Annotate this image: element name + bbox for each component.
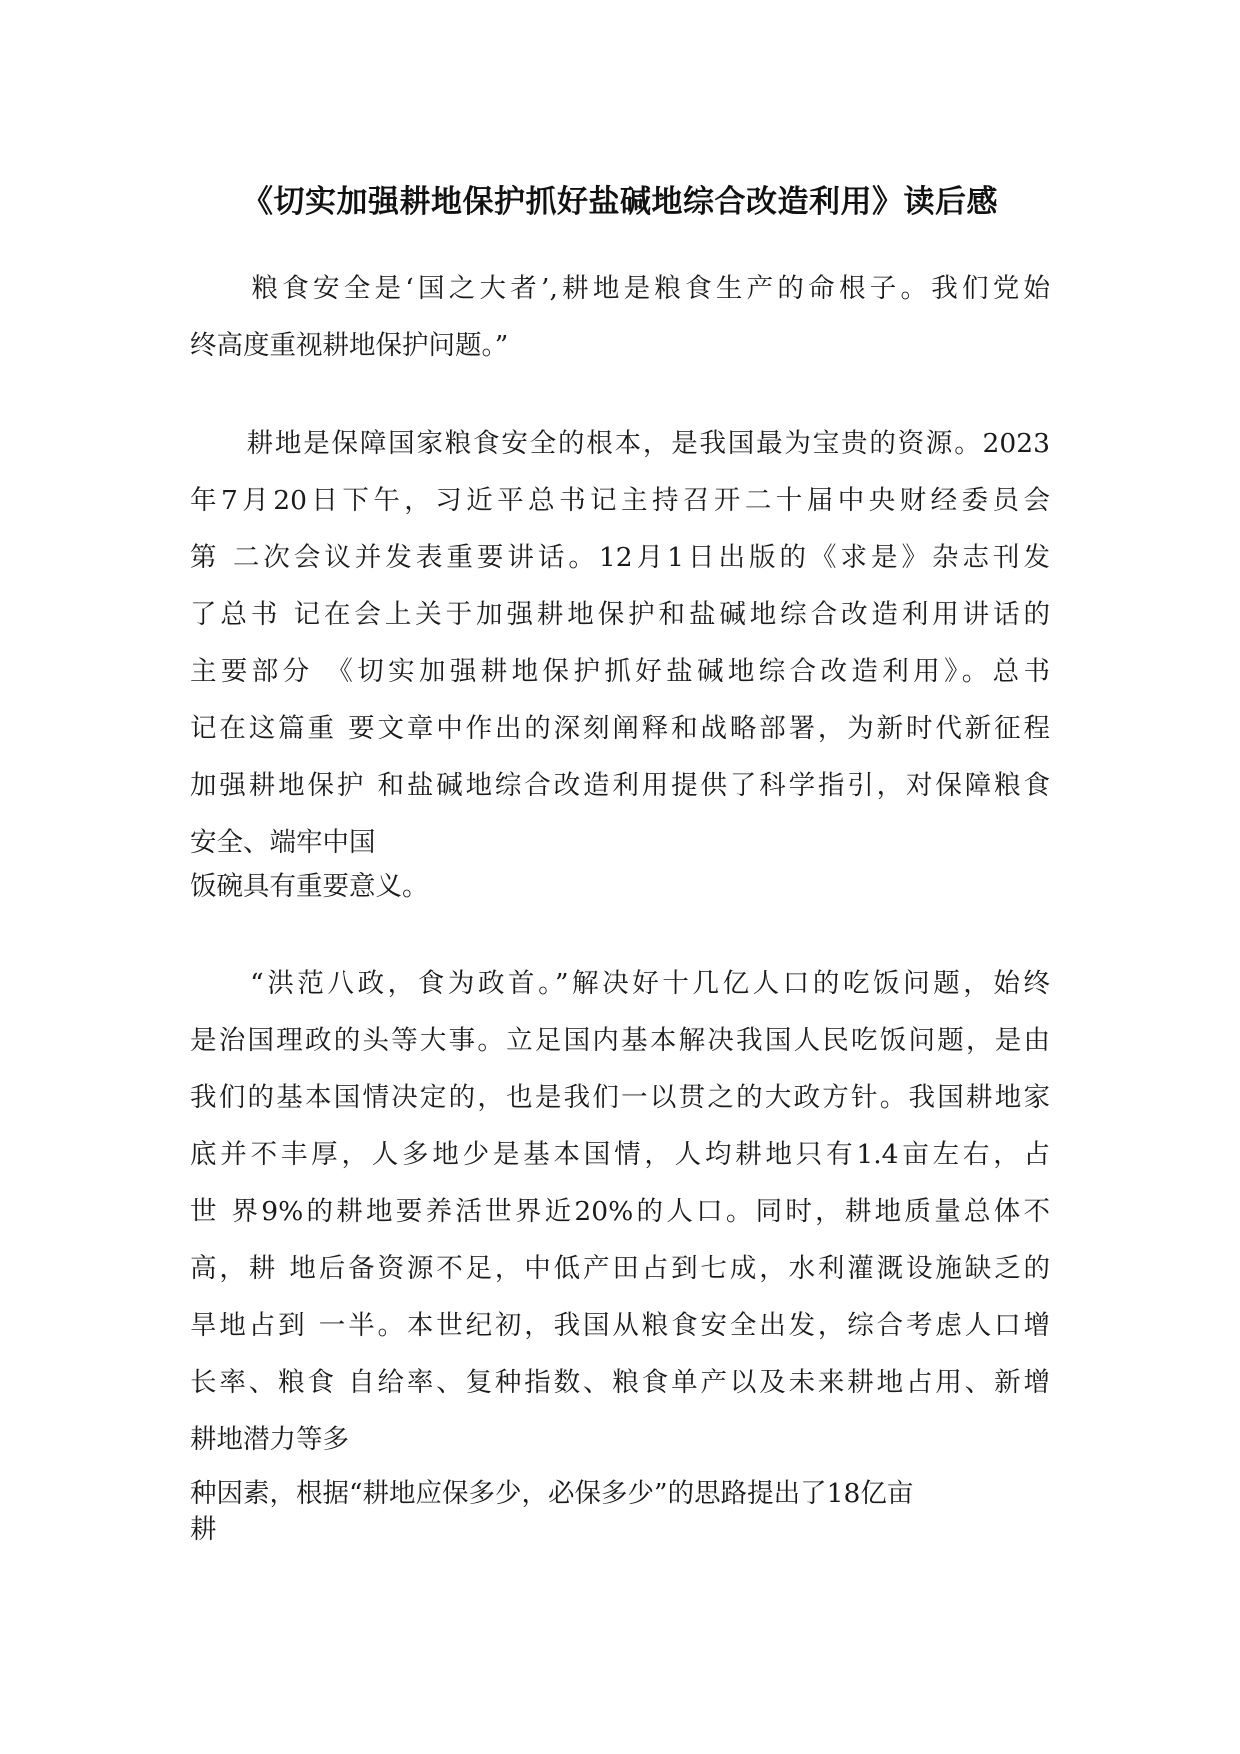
paragraph-line: 底并不丰厚，人多地少是基本国情，人均耕地只有1.4亩左右，占 (190, 1139, 1050, 1170)
paragraph-line: 旱地占到 一半。本世纪初，我国从粮食安全出发，综合考虑人口增 (190, 1310, 1050, 1341)
paragraph-line: 我们的基本国情决定的，也是我们一以贯之的大政方针。我国耕地家 (190, 1082, 1050, 1113)
paragraph-line: 耕 (190, 1514, 217, 1545)
paragraph-line: 记在这篇重 要文章中作出的深刻阐释和战略部署，为新时代新征程 (190, 713, 1050, 744)
paragraph-line: 耕地潜力等多 (190, 1424, 349, 1455)
paragraph-line: “洪范八政，食为政首。”解决好十几亿人口的吃饭问题，始终 (190, 968, 1050, 999)
paragraph-line: 世 界9%的耕地要养活世界近20%的人口。同时，耕地质量总体不 (190, 1196, 1050, 1227)
paragraph-line: 耕地是保障国家粮食安全的根本，是我国最为宝贵的资源。2023 (190, 428, 1050, 459)
paragraph-line: 安全、端牢中国 (190, 827, 376, 858)
paragraph-line: 终高度重视耕地保护问题。” (190, 330, 509, 361)
paragraph-line: 是治国理政的头等大事。立足国内基本解决我国人民吃饭问题，是由 (190, 1025, 1050, 1056)
paragraph-line: 年7月20日下午，习近平总书记主持召开二十届中央财经委员会 (190, 485, 1050, 516)
document-title: 《切实加强耕地保护抓好盐碱地综合改造利用》读后感 (242, 184, 998, 220)
paragraph-line: 了总书 记在会上关于加强耕地保护和盐碱地综合改造利用讲话的 (190, 599, 1050, 630)
paragraph-line: 第 二次会议并发表重要讲话。12月1日出版的《求是》杂志刊发 (190, 542, 1050, 573)
paragraph-line: 种因素，根据“耕地应保多少，必保多少”的思路提出了18亿亩 (190, 1478, 914, 1509)
paragraph-line: 高，耕 地后备资源不足，中低产田占到七成，水利灌溉设施缺乏的 (190, 1253, 1050, 1284)
paragraph-line: 饭碗具有重要意义。 (190, 871, 429, 902)
paragraph-line: 加强耕地保护 和盐碱地综合改造利用提供了科学指引，对保障粮食 (190, 770, 1050, 801)
paragraph-line: 粮食安全是‘国之大者’,耕地是粮食生产的命根子。我们党始 (190, 273, 1050, 304)
paragraph-line: 长率、粮食 自给率、复种指数、粮食单产以及未来耕地占用、新增 (190, 1367, 1050, 1398)
paragraph-line: 主要部分 《切实加强耕地保护抓好盐碱地综合改造利用》。总书 (190, 656, 1050, 687)
